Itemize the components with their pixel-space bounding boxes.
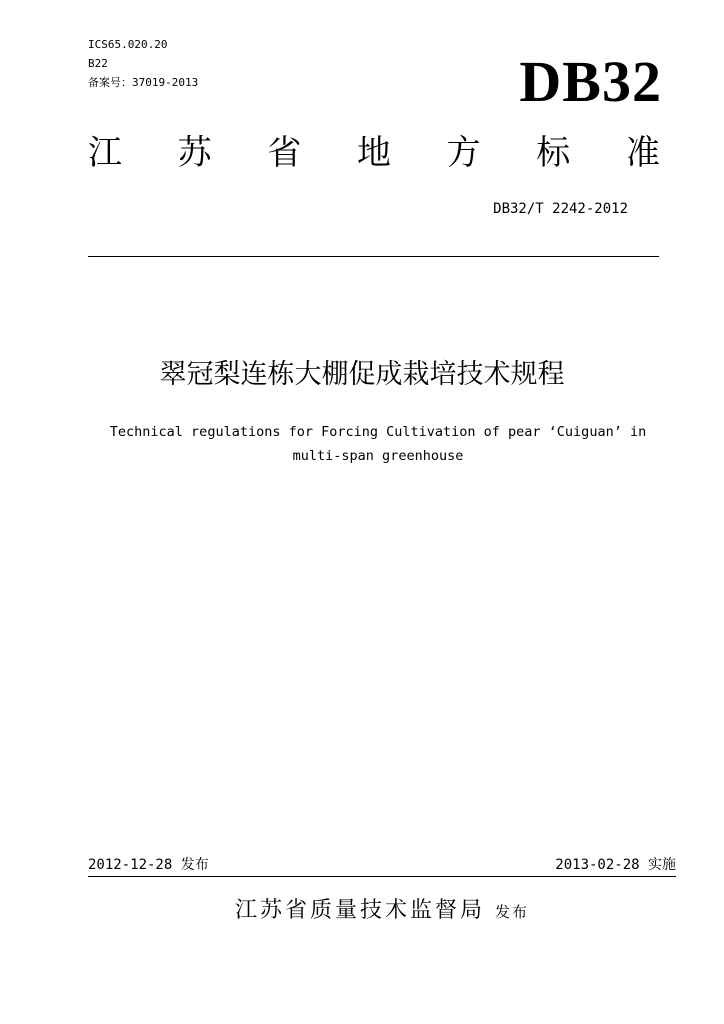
standard-number: DB32/T 2242-2012 <box>493 201 628 217</box>
standard-type-char: 地 <box>356 133 391 173</box>
ics-code: ICS65.020.20 <box>88 38 168 51</box>
standard-type-char: 苏 <box>177 133 212 173</box>
standard-type-char: 省 <box>267 133 302 173</box>
standard-logo: DB32 <box>519 49 662 114</box>
issue-date: 2012-12-28 发布 <box>88 857 209 873</box>
standard-type-char: 江 <box>88 133 122 173</box>
registration-number: 备案号：37019-2013 <box>88 76 199 89</box>
issuing-authority: 江苏省质量技术监督局 <box>234 898 485 923</box>
implementation-date: 2013-02-28 实施 <box>555 857 676 873</box>
standard-type-char: 标 <box>536 133 571 173</box>
standard-type-char: 准 <box>625 133 660 173</box>
standard-type-title <box>88 133 660 173</box>
header-divider <box>88 256 659 257</box>
title-english-line-1: Technical regulations for Forcing Cultivation of pear ‘Cuiguan’ in <box>109 424 647 440</box>
title-chinese: 翠冠梨连栋大棚促成栽培技术规程 <box>159 359 565 390</box>
standard-type-char: 方 <box>446 133 481 173</box>
ccs-code: B22 <box>88 57 108 70</box>
footer-divider <box>88 876 676 877</box>
issuer-line <box>0 896 724 926</box>
issuer-suffix: 发布 <box>495 903 530 921</box>
title-english-line-2: multi-span greenhouse <box>292 448 464 464</box>
